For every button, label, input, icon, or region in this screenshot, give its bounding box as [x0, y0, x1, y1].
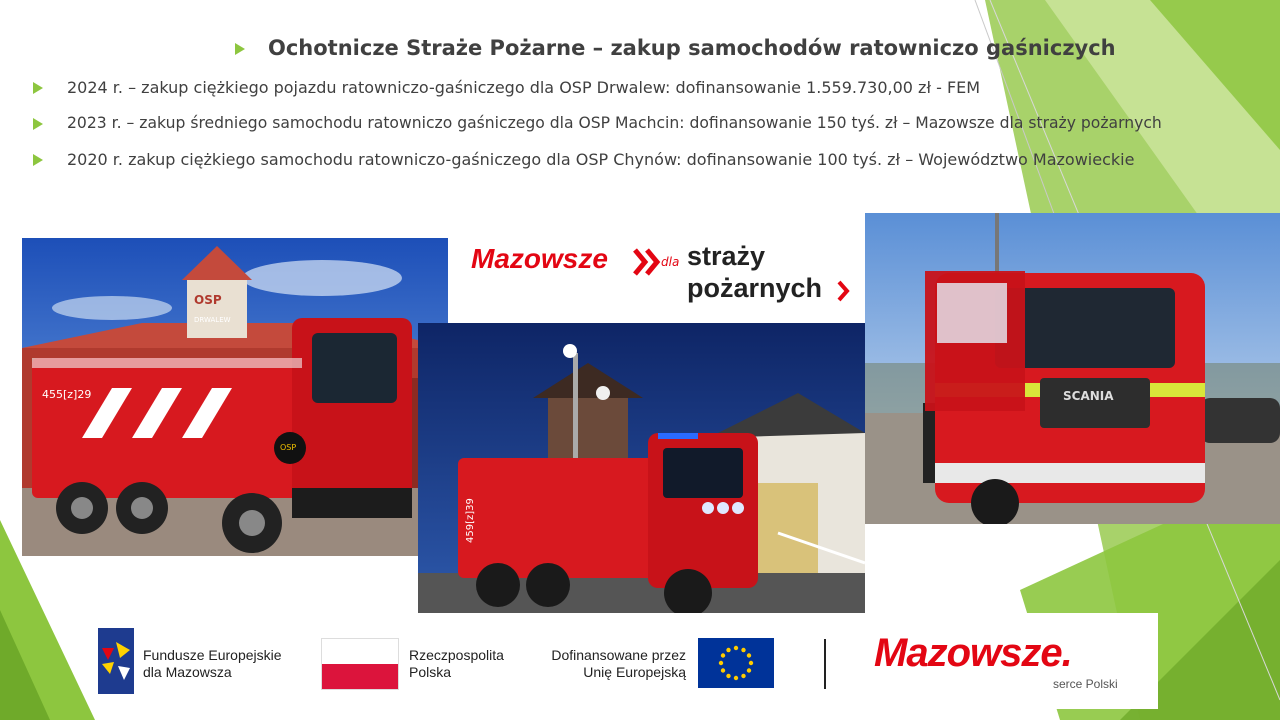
double-chevron-icon [632, 247, 662, 277]
eu-line2: Unię Europejską [583, 664, 686, 680]
rp-line1: Rzeczpospolita [409, 647, 504, 663]
photo-truck-drwalew [22, 238, 448, 556]
bullet-2024: 2024 r. – zakup ciężkiego pojazdu ratowniczo-gaśniczego dla OSP Drwalew: dofinansowanie 1.559.730,00 zł - FEM [67, 78, 981, 97]
photo-truck-chynow [865, 213, 1280, 524]
bullet-2023: 2023 r. – zakup średniego samochodu ratowniczo gaśniczego dla OSP Machcin: dofinansowanie 150 tyś. zł – Mazowsze dla straży pożarnych [67, 114, 1162, 132]
eu-star-icon [741, 648, 745, 652]
fundusze-europejskie-icon [98, 628, 134, 694]
polish-flag-icon [321, 638, 399, 690]
fe-line2: dla Mazowsza [143, 664, 232, 680]
bullet-marker [33, 118, 43, 130]
tower-name: DRWALEW [194, 316, 231, 324]
truck-badge: OSP [280, 443, 297, 452]
eu-star-icon [734, 646, 738, 650]
bullet-2020: 2020 r. zakup ciężkiego samochodu ratowniczo-gaśniczego dla OSP Chynów: dofinansowanie 100 tyś. zł – Województwo Mazowieckie [67, 150, 1135, 169]
program-logo [449, 225, 869, 323]
eu-star-icon [719, 661, 723, 665]
slide-title: Ochotnicze Straże Pożarne – zakup samochodów ratowniczo gaśniczych [268, 36, 1116, 60]
title-bullet [235, 43, 245, 55]
eu-star-icon [747, 653, 751, 657]
eu-star-icon [747, 668, 751, 672]
program-logo-line2: pożarnych [687, 273, 823, 303]
tower-sign: OSP [194, 293, 222, 307]
eu-star-icon [726, 674, 730, 678]
eu-star-icon [749, 661, 753, 665]
chevron-right-icon [836, 279, 850, 303]
bullet-marker [33, 154, 43, 166]
program-logo-line1: straży [687, 241, 766, 271]
truck-number-2: 459[z]39 [465, 498, 476, 543]
bullet-marker [33, 82, 43, 94]
truck-number: 455[z]29 [42, 388, 92, 401]
truck-brand: SCANIA [1063, 389, 1114, 403]
program-logo-dla: dla [661, 255, 680, 269]
mazowsze-logo: Mazowsze. [874, 631, 1072, 675]
photo-truck-machcin [418, 323, 865, 626]
footer-logo-band [96, 613, 1158, 709]
footer-divider [824, 639, 826, 689]
rp-line2: Polska [409, 664, 452, 680]
eu-line1: Dofinansowane przez [551, 647, 686, 663]
eu-star-icon [726, 648, 730, 652]
mazowsze-tagline: serce Polski [1053, 677, 1118, 691]
eu-flag-icon [698, 638, 774, 688]
eu-star-icon [721, 668, 725, 672]
fe-line1: Fundusze Europejskie [143, 647, 282, 663]
eu-star-icon [721, 653, 725, 657]
program-logo-brand: Mazowsze [471, 243, 608, 274]
eu-star-icon [741, 674, 745, 678]
eu-star-icon [734, 676, 738, 680]
